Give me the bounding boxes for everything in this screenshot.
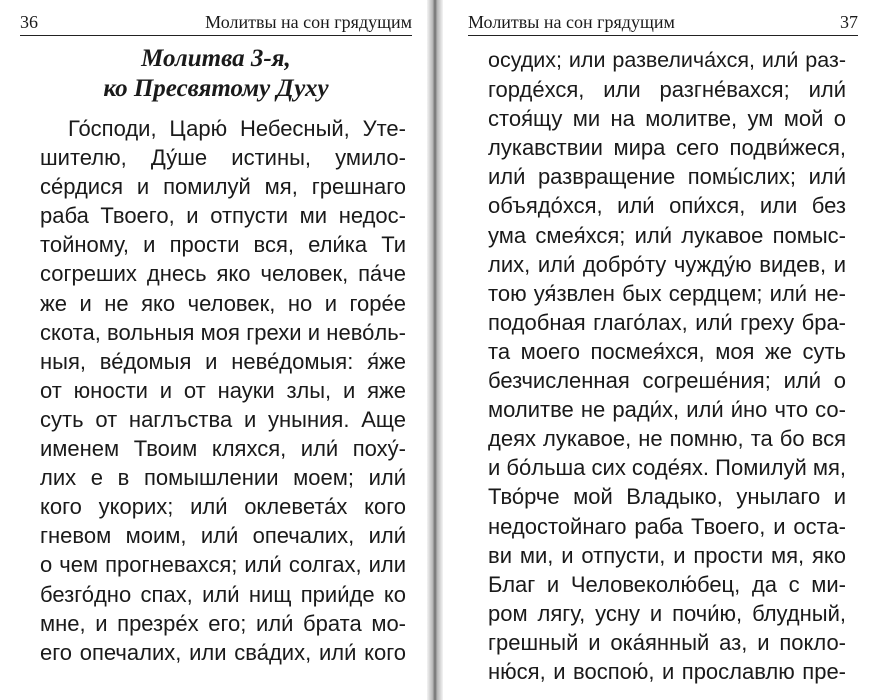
- text-line: се́рдися и помилуй мя, грешнаго: [40, 174, 406, 200]
- text-line: же и не яко человек, но и горе́е: [40, 290, 406, 316]
- text-line: стоя́щу ми на молитве, ум мой о: [488, 106, 846, 132]
- right-body-text: [488, 46, 846, 686]
- text-line: раба Твоего, и отпусти ми недос-: [40, 203, 406, 229]
- running-title: Молитвы на сон грядущим: [468, 12, 675, 32]
- text-line: скота, вольныя моя грехи и нево́ль-: [40, 319, 406, 345]
- text-line: тою уя́звлен бых сердцем; или́ не-: [488, 280, 846, 306]
- text-line: осудих; или развелича́хся, или́ раз-: [488, 48, 846, 72]
- text-line: грешный и ока́янный аз, и покло-: [488, 629, 846, 655]
- text-line: его опечалих, или сва́дих, или́ кого: [40, 639, 406, 665]
- text-line: лукавствии мира сего подви́жеся,: [488, 135, 846, 161]
- text-line: от юности и от науки злы, и яже: [40, 377, 406, 403]
- prayer-title-line: ко Пресвятому Духу: [103, 75, 329, 102]
- page-number: 37: [840, 12, 858, 32]
- text-line: подобная глаго́лах, или́ греху бра-: [488, 309, 846, 335]
- left-page: [0, 0, 432, 700]
- book-gutter: [427, 0, 443, 700]
- text-line: безго́дно спах, или́ нищ прии́де ко: [40, 581, 406, 607]
- header-rule: [20, 35, 412, 36]
- text-line: мне, и презре́х его; или́ брата мо-: [40, 610, 406, 636]
- text-line: Благ и Человеколю́бец, да с ми-: [488, 571, 846, 597]
- text-line: та моего посмея́хся, моя же суть: [488, 338, 846, 364]
- text-line: горде́хся, или разгне́вахся; или́: [488, 77, 846, 103]
- text-line: о чем прогневахся; или́ солгах, или: [40, 552, 406, 578]
- text-line: шителю, Ду́ше истины, умило-: [40, 145, 406, 171]
- text-line: и бо́льша сих соде́ях. Помилуй мя,: [488, 455, 846, 481]
- prayer-title-line: Молитва 3-я,: [141, 45, 291, 72]
- running-title: Молитвы на сон грядущим: [205, 12, 412, 32]
- text-line: суть от наглъства и уныния. Аще: [40, 406, 406, 432]
- text-line: деях лукавое, не помню, та бо вся: [488, 426, 846, 452]
- text-line: ума смея́хся; или́ лукавое помыс-: [488, 222, 846, 248]
- page-number: 36: [20, 12, 38, 32]
- text-line: лих, или́ добро́ту чужду́ю видев, и: [488, 251, 846, 277]
- left-body-text: [40, 114, 406, 667]
- header-rule: [468, 35, 858, 36]
- text-line: или́ развращение помы́слих; или́: [488, 164, 846, 190]
- text-line: кого укорих; или́ оклевета́х кого: [40, 494, 406, 520]
- prayer-title: [40, 44, 392, 104]
- text-line: объядо́хся, или́ опи́хся, или без: [488, 193, 846, 219]
- text-line: Го́споди, Царю́ Небесный, Уте-: [68, 116, 406, 141]
- text-line: согреших днесь яко человек, па́че: [40, 261, 406, 287]
- text-line: молитве не ради́х, или́ и́но что со-: [488, 397, 846, 423]
- text-line: Тво́рче мой Владыко, унылаго и: [488, 484, 846, 510]
- text-line: гневом моим, или́ опечалих, или́: [40, 523, 406, 549]
- right-page-header: [468, 10, 858, 34]
- text-line: ром лягу, усну и почи́ю, блудный,: [488, 600, 846, 626]
- text-line: ныя, ве́домыя и неве́домыя: я́же: [40, 348, 406, 374]
- text-line: ню́ся, и воспою́, и прославлю пре-: [488, 658, 846, 684]
- text-line: ви ми, и отпусти, и прости мя, яко: [488, 542, 846, 568]
- left-page-header: [20, 10, 412, 34]
- text-line: лих е в помышлении моем; или́: [40, 465, 406, 491]
- right-page: [438, 0, 870, 700]
- text-line: именем Твоим кляхся, или́ поху́-: [40, 436, 406, 462]
- text-line: тойному, и прости вся, ели́ка Ти: [40, 232, 406, 258]
- text-line: недостойнаго раба Твоего, и оста-: [488, 513, 846, 539]
- text-line: безчисленная согреше́ния; или́ о: [488, 368, 846, 394]
